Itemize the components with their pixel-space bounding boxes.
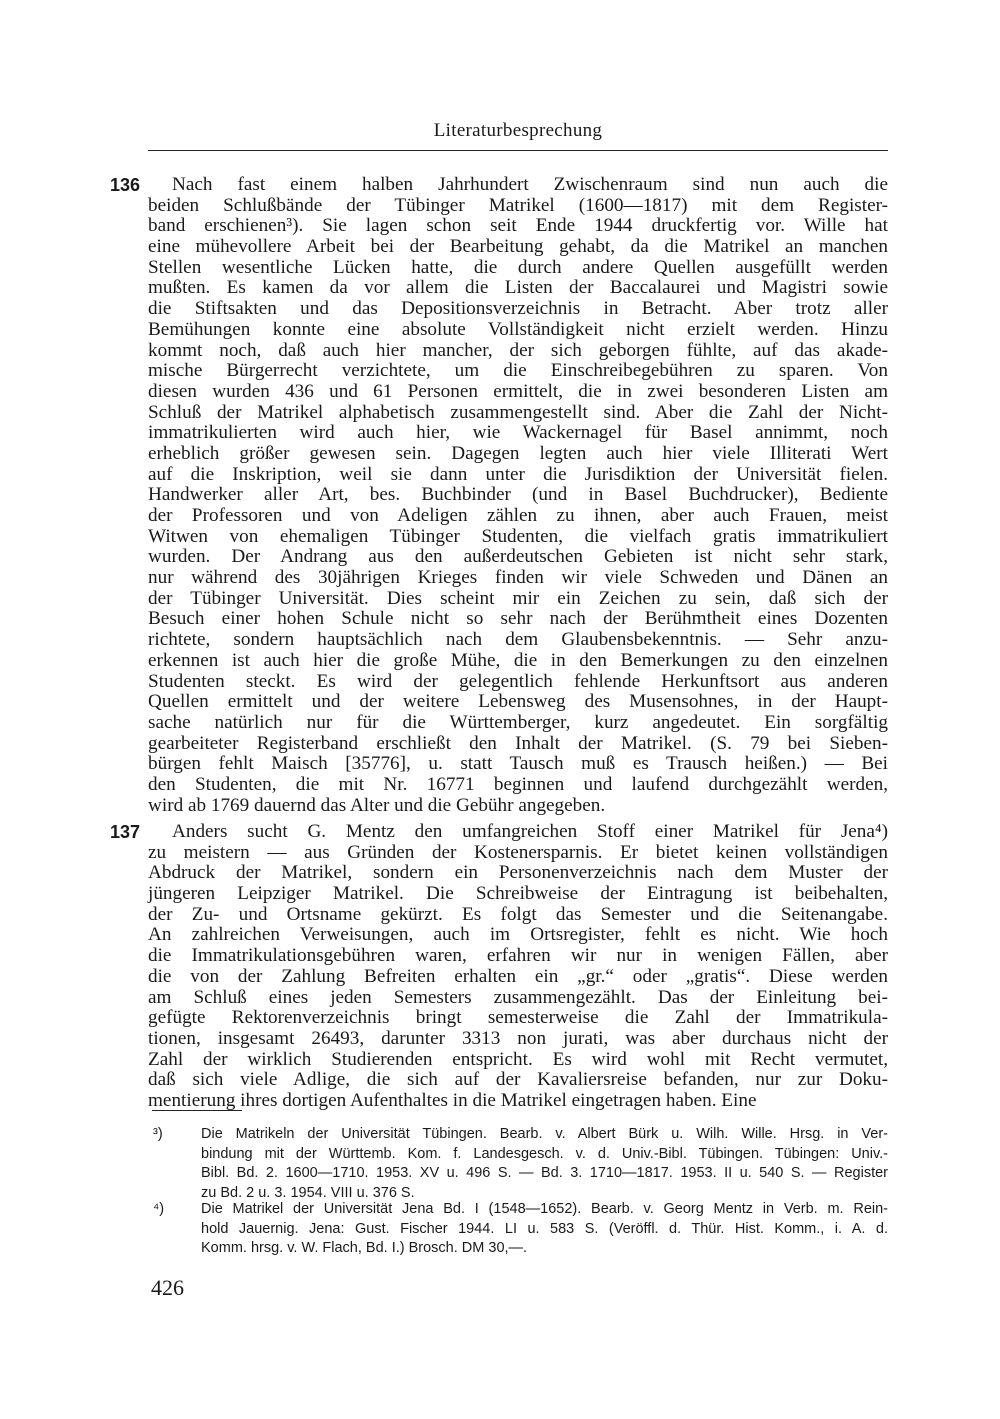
paragraph-text <box>148 175 888 816</box>
text-line: An zahlreichen Verweisungen, auch im Ortsregister, fehlt es nicht. Wie hoch <box>148 924 888 946</box>
footnote-mark: ⁴) <box>153 1201 165 1217</box>
text-line: die Immatrikulationsgebühren waren, erfahren wir nur in wenigen Fällen, aber <box>148 945 888 967</box>
text-line: der Zu- und Ortsname gekürzt. Es folgt das Semester und die Seitenangabe. <box>148 903 888 925</box>
text-line: band erschienen³). Sie lagen schon seit Ende 1944 druckfertig vor. Wille hat <box>148 215 888 237</box>
text-line: beiden Schlußbände der Tübinger Matrikel (1600—1817) mit dem Register- <box>148 194 888 216</box>
text-line: mußten. Es kamen da vor allem die Listen der Baccalaurei und Magistri sowie <box>148 277 888 299</box>
text-line: nur während des 30jährigen Krieges finden wir viele Schweden und Dänen an <box>148 567 888 589</box>
text-line: zu Bd. 2 u. 3. 1954. VIII u. 376 S. <box>201 1184 415 1201</box>
text-line: Die Matrikel der Universität Jena Bd. I (1548—1652). Bearb. v. Georg Mentz in Verb. m. Rein- <box>201 1201 888 1217</box>
text-line: gearbeiteter Registerband erschließt den Inhalt der Matrikel. (S. 79 bei Sieben- <box>148 732 888 754</box>
text-line: Stellen wesentliche Lücken hatte, die durch andere Quellen ausgefüllt werden <box>148 256 888 278</box>
text-line: Studenten steckt. Es wird der gelegentlich fehlende Herkunftsort aus anderen <box>148 670 888 692</box>
footnote-mark: ³) <box>153 1126 163 1142</box>
text-line: mentierung ihres dortigen Aufenthaltes in die Matrikel eingetragen haben. Eine <box>148 1089 757 1111</box>
text-line: zu meistern — aus Gründen der Kostenersparnis. Er bietet keinen vollständigen <box>148 841 888 863</box>
text-line: die Stiftsakten und das Depositionsverzeichnis in Betracht. Aber trotz aller <box>148 298 888 320</box>
text-line: Abdruck der Matrikel, sondern ein Personenverzeichnis nach dem Muster der <box>148 862 888 884</box>
entry-number: 136 <box>110 175 141 195</box>
paragraph-text <box>148 822 888 1112</box>
text-line: erheblich größer gewesen sein. Dagegen legten auch hier viele Illiterati Wert <box>148 442 888 464</box>
text-line: auf die Inskription, weil sie dann unter die Jurisdiktion der Universität fielen. <box>148 463 888 485</box>
text-line: diesen wurden 436 und 61 Personen ermittelt, die in zwei besonderen Listen am <box>148 380 888 402</box>
text-line: sache natürlich nur für die Württemberger, kurz angedeutet. Ein sorgfältig <box>148 711 888 733</box>
text-line: Anders sucht G. Mentz den umfangreichen Stoff einer Matrikel für Jena⁴) <box>172 821 888 842</box>
text-line: Komm. hrsg. v. W. Flach, Bd. I.) Brosch. DM 30,—. <box>201 1240 528 1256</box>
text-line: die von der Zahlung Befreiten erhalten ein „gr.“ oder „gratis“. Diese werden <box>148 965 888 987</box>
page-number: 426 <box>151 1275 184 1300</box>
text-line: Nach fast einem halben Jahrhundert Zwischenraum sind nun auch die <box>172 174 888 195</box>
review-paragraph-136 <box>110 174 888 816</box>
running-header: Literaturbesprechung <box>433 120 603 141</box>
text-line: der Tübinger Universität. Dies scheint mir ein Zeichen zu sein, daß sich der <box>148 587 888 609</box>
text-line: eine mühevollere Arbeit bei der Bearbeitung gehabt, da die Matrikel an manchen <box>148 236 888 258</box>
text-line: Bemühungen konnte eine absolute Vollständigkeit nicht erzielt werden. Hinzu <box>148 318 888 340</box>
text-line: Handwerker aller Art, bes. Buchbinder (und in Basel Buchdrucker), Bediente <box>148 484 888 506</box>
review-paragraph-137 <box>110 821 888 1112</box>
text-line: immatrikulierten wird auch hier, wie Wackernagel für Basel annimmt, noch <box>148 422 888 444</box>
text-line: hold Jauernig. Jena: Gust. Fischer 1944. LI u. 583 S. (Veröffl. d. Thür. Hist. Komm., i. A. d. <box>201 1220 888 1237</box>
text-line: Bibl. Bd. 2. 1600—1710. 1953. XV u. 496 S. — Bd. 3. 1710—1817. 1953. II u. 540 S. — Register <box>201 1165 888 1181</box>
text-line: wird ab 1769 dauernd das Alter und die Gebühr angegeben. <box>148 794 606 816</box>
text-line: bürgen fehlt Maisch [35776], u. statt Tausch muß es Trausch heißen.) — Bei <box>148 753 888 775</box>
text-line: bindung mit der Württemb. Kom. f. Landesgesch. v. d. Univ.-Bibl. Tübingen. Tübingen: Univ.- <box>201 1145 888 1162</box>
text-line: daß sich viele Adlige, die sich auf der Kavaliersreise befanden, nur zur Doku- <box>148 1069 888 1091</box>
text-line: Zahl der wirklich Studierenden entspricht. Es wird wohl mit Recht vermutet, <box>148 1048 888 1070</box>
text-line: jüngeren Leipziger Matrikel. Die Schreibweise der Eintragung ist beibehalten, <box>148 883 888 905</box>
footnote-rule <box>152 1110 242 1111</box>
text-line: der Professoren und von Adeligen zählen zu ihnen, aber auch Frauen, meist <box>148 505 888 526</box>
text-line: richtete, sondern hauptsächlich nach dem Glaubensbekenntnis. — Sehr anzu- <box>148 629 888 651</box>
entry-number: 137 <box>110 822 141 842</box>
text-line: wurden. Der Andrang aus den außerdeutschen Gebieten ist nicht sehr stark, <box>148 546 888 568</box>
footnote-text <box>201 1200 888 1259</box>
text-line: tionen, insgesamt 26493, darunter 3313 non jurati, was aber durchaus nicht der <box>148 1027 888 1049</box>
text-line: am Schluß eines jeden Semesters zusammengezählt. Das der Einleitung bei- <box>148 986 888 1008</box>
text-line: Quellen ermittelt und der weitere Lebensweg des Musensohnes, in der Haupt- <box>148 691 888 713</box>
text-line: Witwen von ehemaligen Tübinger Studenten, die vielfach gratis immatrikuliert <box>148 525 888 547</box>
text-line: Schluß der Matrikel alphabetisch zusammengestellt sind. Aber die Zahl der Nicht- <box>148 401 888 423</box>
text-line: Besuch einer hohen Schule nicht so sehr nach der Berühmtheit eines Dozenten <box>148 608 888 630</box>
text-line: den Studenten, die mit Nr. 16771 beginnen und laufend durchgezählt werden, <box>148 773 888 795</box>
footnote-text <box>201 1125 888 1203</box>
text-line: kommt noch, daß auch hier mancher, der sich geborgen fühlte, auf das akade- <box>148 339 888 361</box>
text-line: Die Matrikeln der Universität Tübingen. Bearb. v. Albert Bürk u. Wilh. Wille. Hrsg. in Ver- <box>201 1126 888 1142</box>
text-line: mische Bürgerrecht verzichtete, um die Einschreibegebühren zu sparen. Von <box>148 360 888 382</box>
text-line: gefügte Rektorenverzeichnis bringt semesterweise die Zahl der Immatrikula- <box>148 1007 888 1029</box>
text-line: erkennen ist auch hier die große Mühe, die in den Bemerkungen zu den einzelnen <box>148 649 888 671</box>
header-rule <box>148 150 888 151</box>
